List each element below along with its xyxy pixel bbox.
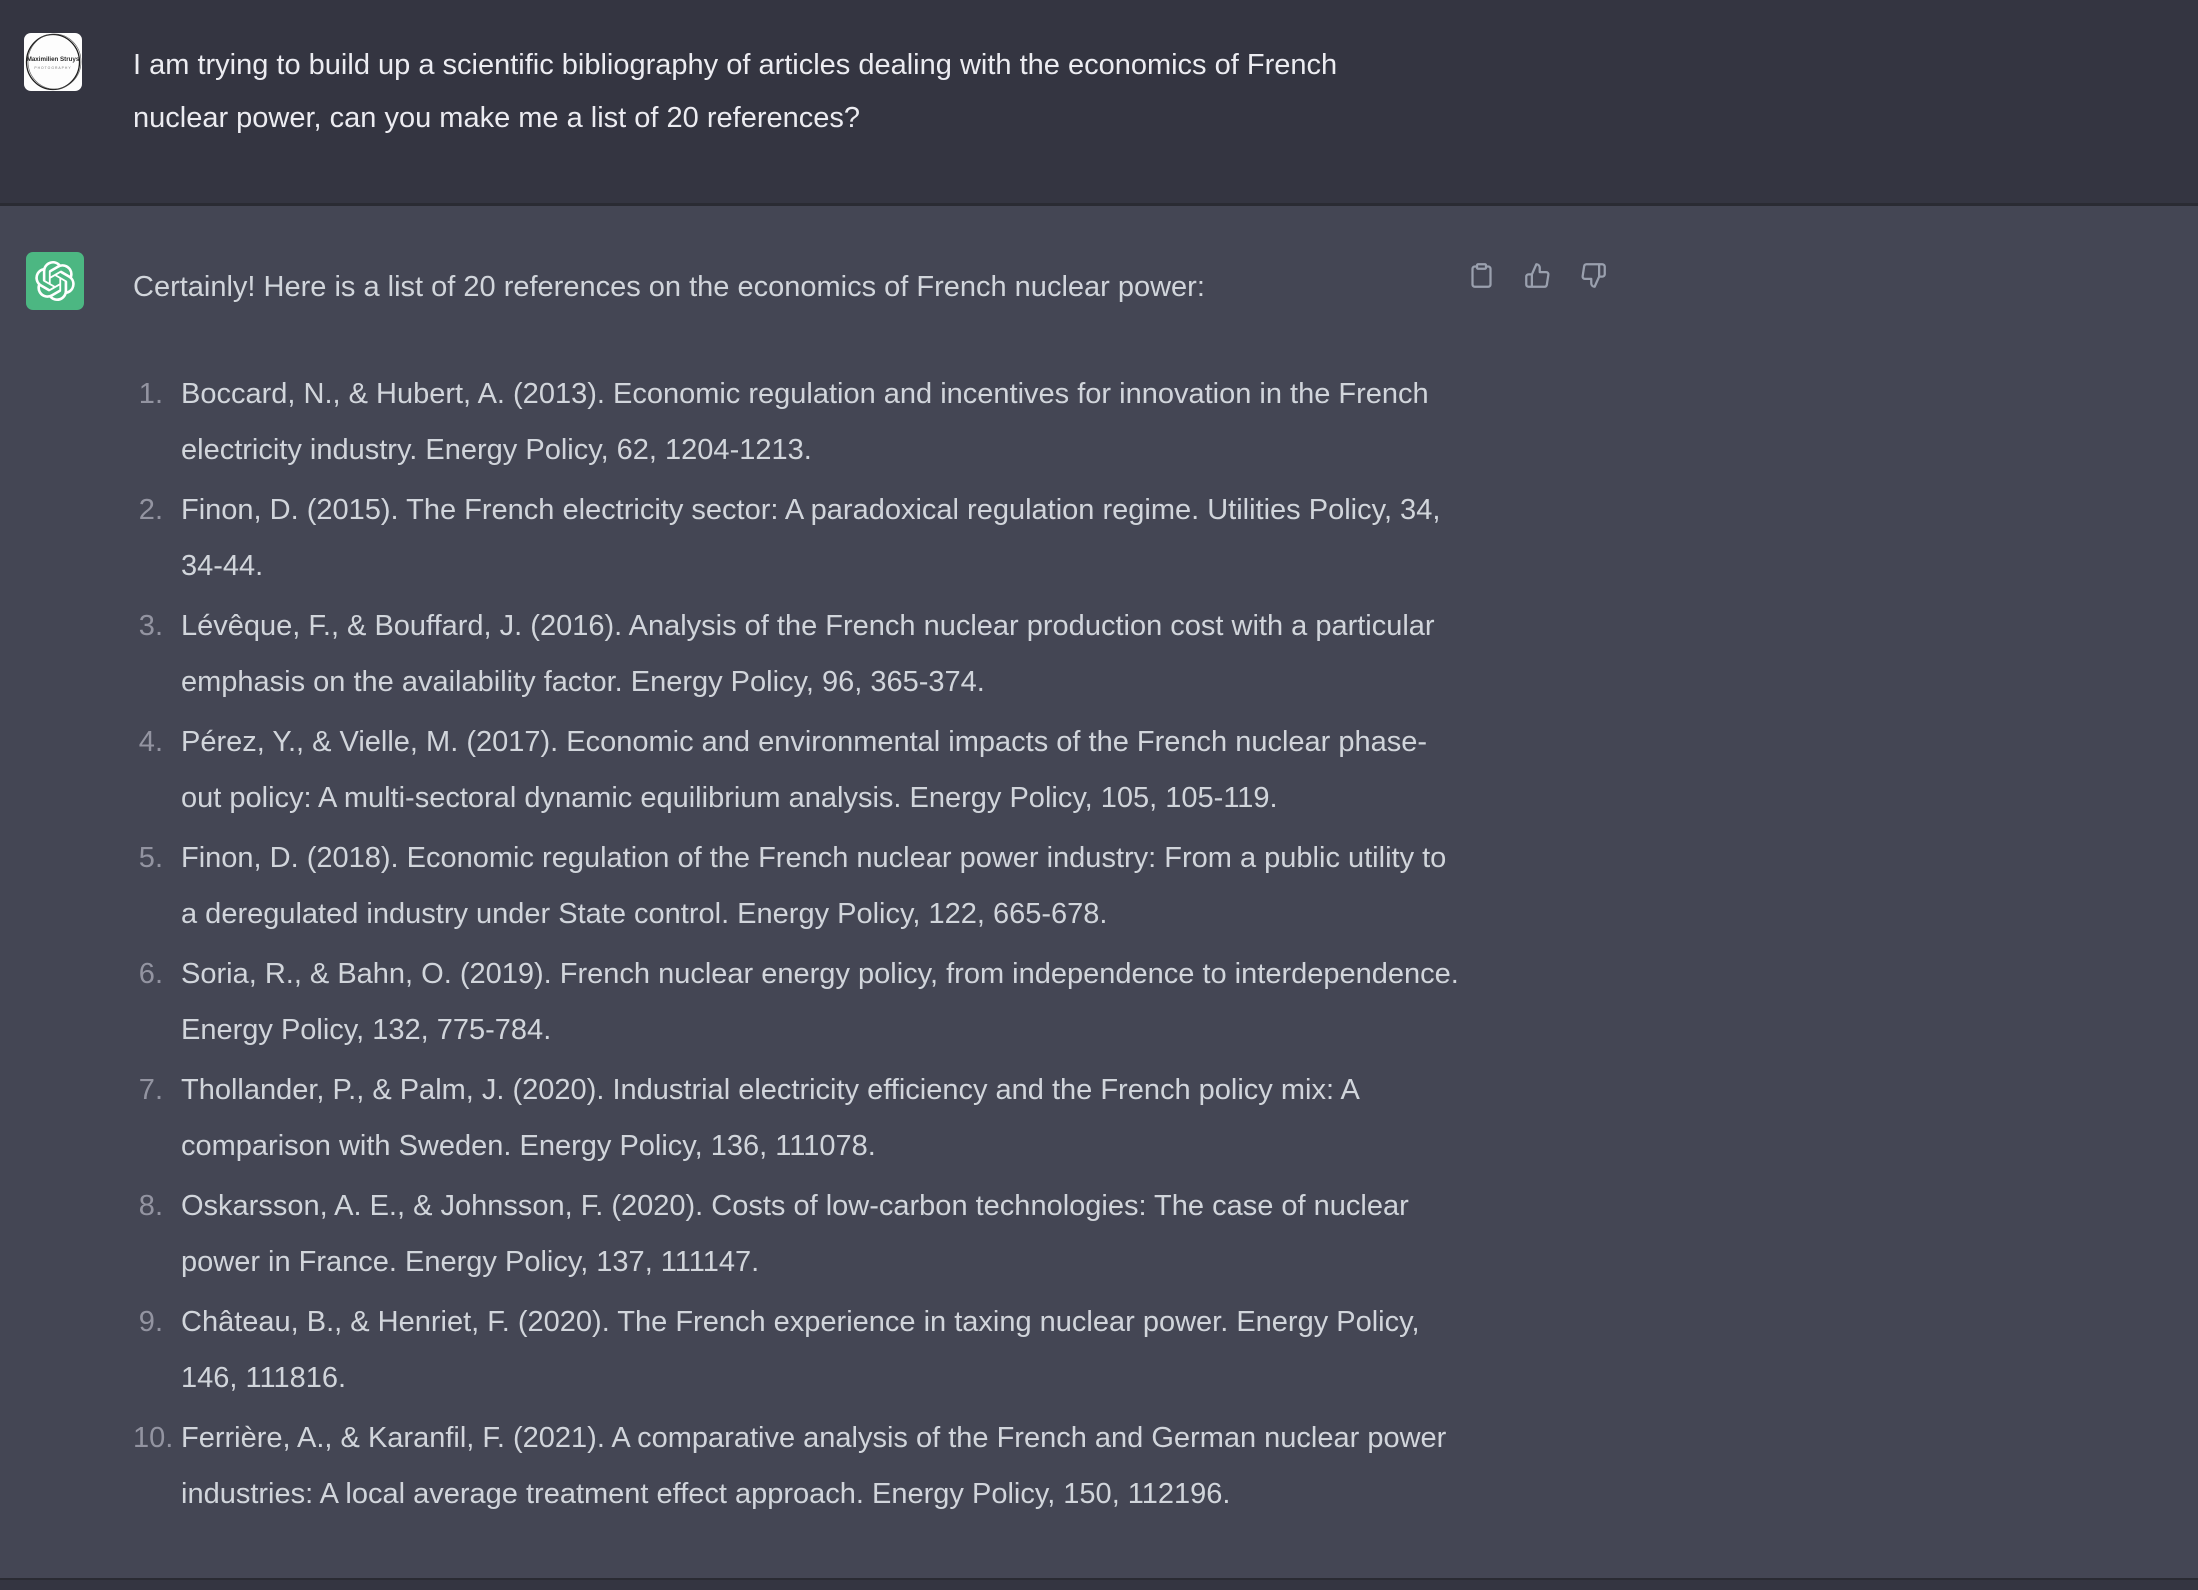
user-avatar-logo <box>24 33 82 91</box>
thumbs-down-icon <box>1580 262 1607 289</box>
reference-item: Soria, R., & Bahn, O. (2019). French nuclear energy policy, from independence to interdependence. Energy Policy, 132, 775-784. <box>181 958 1459 1046</box>
clipboard-icon <box>1468 262 1495 289</box>
reference-item: Thollander, P., & Palm, J. (2020). Industrial electricity efficiency and the French policy mix: A comparison with Sweden. Energy Policy, 136, 111078. <box>181 1074 1359 1162</box>
reference-item: Boccard, N., & Hubert, A. (2013). Economic regulation and incentives for innovation in the French electricity industry. Energy Policy, 62, 1204-1213. <box>181 378 1429 466</box>
reference-item: Lévêque, F., & Bouffard, J. (2016). Analysis of the French nuclear production cost with a particular emphasis on the availability factor. Energy Policy, 96, 365-374. <box>181 610 1435 698</box>
reference-item: Château, B., & Henriet, F. (2020). The French experience in taxing nuclear power. Energy Policy, 146, 111816. <box>181 1306 1420 1394</box>
references-list <box>133 366 1463 1522</box>
thumbs-up-button[interactable] <box>1524 262 1551 289</box>
openai-logo-icon <box>35 261 75 301</box>
assistant-message-row <box>0 206 2198 1578</box>
user-message-text: I am trying to build up a scientific bibliography of articles dealing with the economics of French nuclear power, can you make me a list of 20 references? <box>133 49 1338 134</box>
message-actions <box>1468 262 1607 289</box>
user-avatar-subtitle: PHOTOGRAPHY <box>34 66 72 70</box>
thumbs-up-icon <box>1524 262 1551 289</box>
reference-item: Pérez, Y., & Vielle, M. (2017). Economic and environmental impacts of the French nuclear phase-out policy: A multi-sectoral dynamic equilibrium analysis. Energy Policy, 105, 105-119. <box>181 726 1428 814</box>
assistant-intro-text: Certainly! Here is a list of 20 references on the economics of French nuclear power: <box>133 271 1205 303</box>
assistant-message-content <box>133 252 2158 1578</box>
user-message-row <box>0 0 2198 203</box>
reference-item: Finon, D. (2015). The French electricity sector: A paradoxical regulation regime. Utilities Policy, 34, 34-44. <box>181 494 1441 582</box>
reference-item: Ferrière, A., & Karanfil, F. (2021). A comparative analysis of the French and German nuclear power industries: A local average treatment effect approach. Energy Policy, 150, 112196. <box>181 1422 1447 1510</box>
copy-button[interactable] <box>1468 262 1495 289</box>
next-row-edge <box>0 1578 2198 1590</box>
assistant-avatar <box>26 252 84 310</box>
reference-item: Oskarsson, A. E., & Johnsson, F. (2020). Costs of low-carbon technologies: The case of nuclear power in France. Energy Policy, 137, 111147. <box>181 1190 1409 1278</box>
user-avatar-title: Maximilien Struys <box>26 56 80 63</box>
reference-item: Finon, D. (2018). Economic regulation of the French nuclear power industry: From a public utility to a deregulated industry under State control. Energy Policy, 122, 665-678. <box>181 842 1447 930</box>
user-avatar <box>24 33 82 91</box>
thumbs-down-button[interactable] <box>1580 262 1607 289</box>
